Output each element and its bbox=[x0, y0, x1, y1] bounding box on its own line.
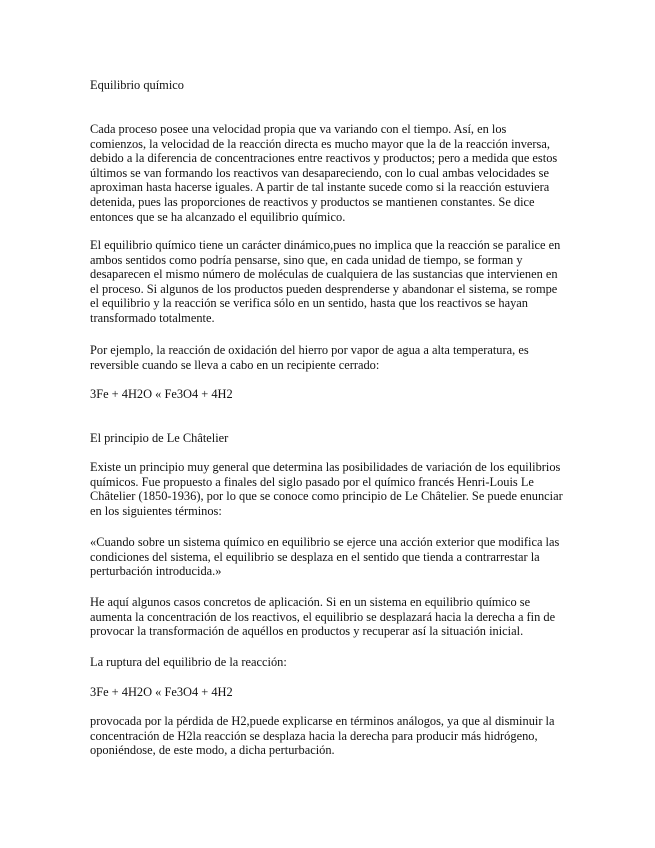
section-heading-le-chatelier: El principio de Le Châtelier bbox=[90, 431, 229, 445]
equation-hierro-1: 3Fe + 4H2O « Fe3O4 + 4H2 bbox=[90, 387, 233, 401]
paragraph-ruptura: La ruptura del equilibrio de la reacción: bbox=[90, 655, 287, 669]
equation-hierro-2: 3Fe + 4H2O « Fe3O4 + 4H2 bbox=[90, 685, 233, 699]
paragraph-aplicacion: He aquí algunos casos concretos de aplicación. Si en un sistema en equilibrio químico se aumenta la concentración de los reactivos, el equilibrio se desplazará hacia la derecha a fin de provocar la transformación de aquéllos en productos y recuperar así la situación inicial. bbox=[90, 595, 556, 639]
paragraph-perdida-h2: provocada por la pérdida de H2,puede explicarse en términos análogos, ya que al disminuir la concentración de H2la reacción se desplaza hacia la derecha para producir más hidrógeno, oponiéndose, de este modo, a dicha perturbación. bbox=[90, 714, 555, 758]
paragraph-velocidad: Cada proceso posee una velocidad propia que va variando con el tiempo. Así, en los comienzos, la velocidad de la reacción directa es mucho mayor que la de la reacción inversa, debido a la diferencia de concentraciones entre reactivos y productos; pero a medida que estos últimos se van formando los reactivos van desapareciendo, con lo cual ambas velocidades se aproximan hasta hacerse iguales. A partir de tal instante sucede como si la reacción estuviera detenida, pues las proporciones de reactivos y productos se mantienen constantes. Se dice entonces que se ha alcanzado el equilibrio químico. bbox=[90, 122, 558, 224]
quote-le-chatelier: «Cuando sobre un sistema químico en equilibrio se ejerce una acción exterior que modifica las condiciones del sistema, el equilibrio se desplaza en el sentido que tienda a contrarrestar la perturbación introducida.» bbox=[90, 535, 560, 579]
document-title: Equilibrio químico bbox=[90, 78, 184, 92]
paragraph-principio: Existe un principio muy general que determina las posibilidades de variación de los equilibrios químicos. Fue propuesto a finales del siglo pasado por el químico francés Henri-Louis Le Châtelier (1850-1936), por lo que se conoce como principio de Le Châtelier. Se puede enunciar en los siguientes términos: bbox=[90, 460, 563, 518]
paragraph-caracter-dinamico: El equilibrio químico tiene un carácter dinámico,pues no implica que la reacción se paralice en ambos sentidos como podría pensarse, sino que, en cada unidad de tiempo, se forman y desaparecen el mismo número de moléculas de cualquiera de las sustancias que intervienen en el proceso. Si algunos de los productos pueden desprenderse y abandonar el sistema, se rompe el equilibrio y la reacción se verifica sólo en un sentido, hasta que los reactivos se hayan transformado totalmente. bbox=[90, 238, 561, 325]
paragraph-ejemplo-hierro: Por ejemplo, la reacción de oxidación del hierro por vapor de agua a alta temperatura, es reversible cuando se lleva a cabo en un recipiente cerrado: bbox=[90, 343, 529, 372]
